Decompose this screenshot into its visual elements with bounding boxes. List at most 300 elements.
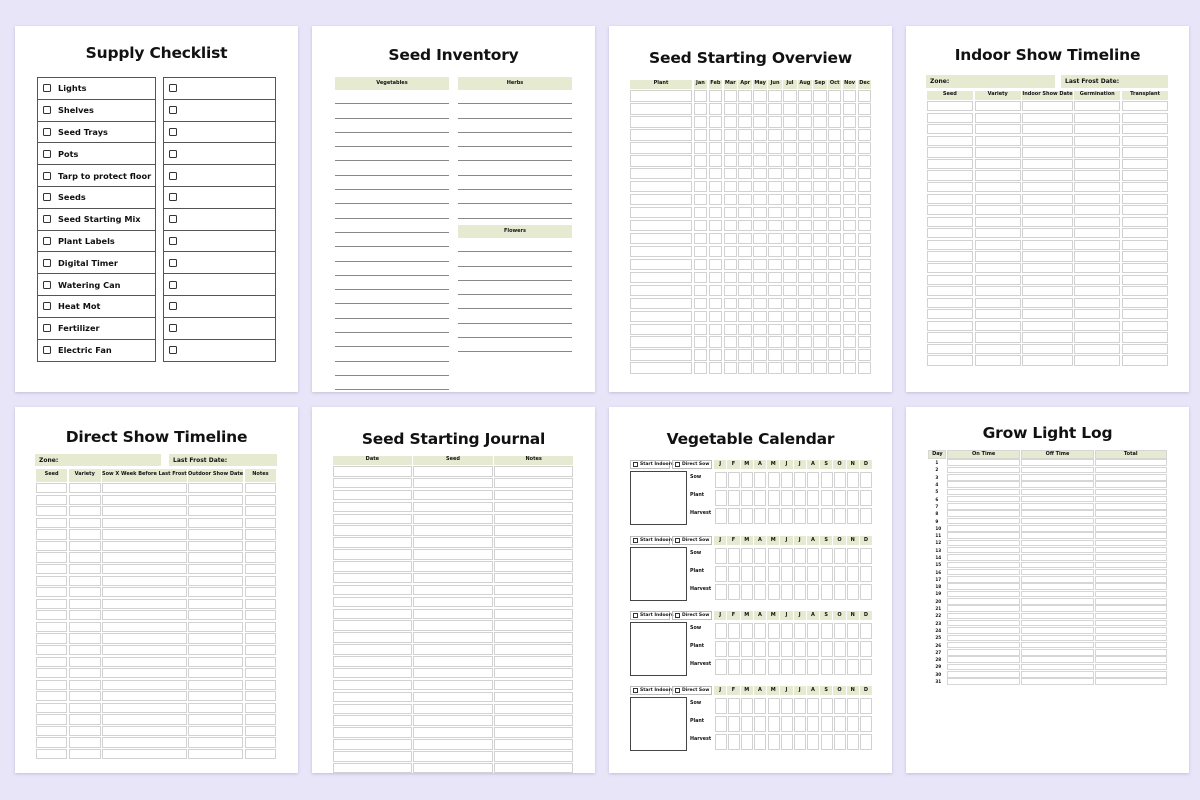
table-cell[interactable] xyxy=(1022,240,1072,250)
table-cell[interactable] xyxy=(724,181,738,193)
table-cell[interactable] xyxy=(709,349,723,361)
table-cell[interactable] xyxy=(709,285,723,297)
table-cell[interactable] xyxy=(724,207,738,219)
table-cell[interactable] xyxy=(843,155,857,167)
log-cell[interactable] xyxy=(1095,656,1167,663)
write-line[interactable] xyxy=(335,119,449,133)
table-cell[interactable] xyxy=(724,272,738,284)
checkbox[interactable] xyxy=(675,613,680,618)
table-cell[interactable] xyxy=(975,182,1021,192)
table-cell[interactable] xyxy=(828,349,842,361)
table-cell[interactable] xyxy=(927,194,973,204)
table-cell[interactable] xyxy=(413,549,492,560)
table-cell[interactable] xyxy=(630,181,693,193)
table-cell[interactable] xyxy=(69,703,101,713)
table-cell[interactable] xyxy=(188,703,243,713)
table-cell[interactable] xyxy=(798,116,812,128)
log-cell[interactable] xyxy=(1095,518,1167,525)
table-cell[interactable] xyxy=(738,272,752,284)
table-cell[interactable] xyxy=(927,332,973,342)
table-cell[interactable] xyxy=(1122,217,1168,227)
month-cell[interactable] xyxy=(860,734,872,751)
log-cell[interactable] xyxy=(1095,540,1167,547)
table-cell[interactable] xyxy=(1074,251,1120,261)
write-line[interactable] xyxy=(335,133,449,147)
table-cell[interactable] xyxy=(188,541,243,551)
month-cell[interactable] xyxy=(715,584,727,601)
table-cell[interactable] xyxy=(798,336,812,348)
checkbox[interactable] xyxy=(169,281,177,289)
month-cell[interactable] xyxy=(847,698,859,715)
month-cell[interactable] xyxy=(807,490,819,507)
month-cell[interactable] xyxy=(715,490,727,507)
table-cell[interactable] xyxy=(975,355,1021,365)
table-cell[interactable] xyxy=(858,324,872,336)
table-cell[interactable] xyxy=(828,233,842,245)
month-cell[interactable] xyxy=(834,472,846,489)
log-cell[interactable] xyxy=(1095,532,1167,539)
table-cell[interactable] xyxy=(738,362,752,374)
table-cell[interactable] xyxy=(813,103,827,115)
table-cell[interactable] xyxy=(975,170,1021,180)
table-cell[interactable] xyxy=(828,298,842,310)
table-cell[interactable] xyxy=(69,691,101,701)
table-cell[interactable] xyxy=(694,285,708,297)
table-cell[interactable] xyxy=(1022,332,1072,342)
month-cell[interactable] xyxy=(860,566,872,583)
table-cell[interactable] xyxy=(798,194,812,206)
table-cell[interactable] xyxy=(694,103,708,115)
table-cell[interactable] xyxy=(768,155,782,167)
month-cell[interactable] xyxy=(794,566,806,583)
table-cell[interactable] xyxy=(245,668,277,678)
month-cell[interactable] xyxy=(715,659,727,676)
table-cell[interactable] xyxy=(975,159,1021,169)
write-line[interactable] xyxy=(335,104,449,118)
log-cell[interactable] xyxy=(1021,583,1094,590)
month-cell[interactable] xyxy=(794,698,806,715)
month-cell[interactable] xyxy=(821,566,833,583)
month-cell[interactable] xyxy=(834,566,846,583)
table-cell[interactable] xyxy=(1022,298,1072,308)
table-cell[interactable] xyxy=(494,514,573,525)
table-cell[interactable] xyxy=(1122,321,1168,331)
table-cell[interactable] xyxy=(783,259,797,271)
table-cell[interactable] xyxy=(768,259,782,271)
table-cell[interactable] xyxy=(798,103,812,115)
table-cell[interactable] xyxy=(69,680,101,690)
month-cell[interactable] xyxy=(715,508,727,525)
log-cell[interactable] xyxy=(1095,649,1167,656)
table-cell[interactable] xyxy=(188,518,243,528)
table-cell[interactable] xyxy=(813,311,827,323)
month-cell[interactable] xyxy=(807,508,819,525)
table-cell[interactable] xyxy=(102,529,187,539)
month-cell[interactable] xyxy=(847,472,859,489)
table-cell[interactable] xyxy=(858,298,872,310)
table-cell[interactable] xyxy=(1074,275,1120,285)
log-cell[interactable] xyxy=(1021,678,1094,685)
month-cell[interactable] xyxy=(821,659,833,676)
checkbox[interactable] xyxy=(43,128,51,136)
write-line[interactable] xyxy=(458,147,572,161)
log-cell[interactable] xyxy=(947,474,1020,481)
table-cell[interactable] xyxy=(694,272,708,284)
log-cell[interactable] xyxy=(947,562,1020,569)
checkbox[interactable] xyxy=(43,172,51,180)
table-cell[interactable] xyxy=(36,599,68,609)
table-cell[interactable] xyxy=(1122,182,1168,192)
table-cell[interactable] xyxy=(333,763,412,774)
month-cell[interactable] xyxy=(807,698,819,715)
log-cell[interactable] xyxy=(947,481,1020,488)
table-cell[interactable] xyxy=(927,124,973,134)
log-cell[interactable] xyxy=(1095,605,1167,612)
log-cell[interactable] xyxy=(1095,613,1167,620)
month-cell[interactable] xyxy=(807,472,819,489)
table-cell[interactable] xyxy=(843,194,857,206)
log-cell[interactable] xyxy=(947,503,1020,510)
table-cell[interactable] xyxy=(927,147,973,157)
table-cell[interactable] xyxy=(494,680,573,691)
month-cell[interactable] xyxy=(821,641,833,658)
table-cell[interactable] xyxy=(975,113,1021,123)
month-cell[interactable] xyxy=(754,641,766,658)
table-cell[interactable] xyxy=(858,349,872,361)
table-cell[interactable] xyxy=(798,142,812,154)
write-line[interactable] xyxy=(335,147,449,161)
table-cell[interactable] xyxy=(724,362,738,374)
log-cell[interactable] xyxy=(1021,613,1094,620)
table-cell[interactable] xyxy=(36,506,68,516)
table-cell[interactable] xyxy=(858,362,872,374)
table-cell[interactable] xyxy=(333,751,412,762)
checkbox[interactable] xyxy=(675,688,680,693)
table-cell[interactable] xyxy=(102,483,187,493)
month-cell[interactable] xyxy=(860,659,872,676)
table-cell[interactable] xyxy=(709,103,723,115)
table-cell[interactable] xyxy=(738,336,752,348)
log-cell[interactable] xyxy=(947,459,1020,466)
month-cell[interactable] xyxy=(807,584,819,601)
table-cell[interactable] xyxy=(630,129,693,141)
table-cell[interactable] xyxy=(69,726,101,736)
table-cell[interactable] xyxy=(694,362,708,374)
table-cell[interactable] xyxy=(494,490,573,501)
table-cell[interactable] xyxy=(858,311,872,323)
table-cell[interactable] xyxy=(753,298,767,310)
table-cell[interactable] xyxy=(245,518,277,528)
month-cell[interactable] xyxy=(794,641,806,658)
table-cell[interactable] xyxy=(694,298,708,310)
table-cell[interactable] xyxy=(724,246,738,258)
table-cell[interactable] xyxy=(843,142,857,154)
table-cell[interactable] xyxy=(333,502,412,513)
table-cell[interactable] xyxy=(1022,355,1072,365)
month-cell[interactable] xyxy=(768,716,780,733)
month-cell[interactable] xyxy=(754,584,766,601)
table-cell[interactable] xyxy=(494,644,573,655)
table-cell[interactable] xyxy=(798,272,812,284)
table-cell[interactable] xyxy=(843,349,857,361)
table-cell[interactable] xyxy=(813,246,827,258)
table-cell[interactable] xyxy=(828,207,842,219)
month-cell[interactable] xyxy=(728,490,740,507)
table-cell[interactable] xyxy=(813,298,827,310)
log-cell[interactable] xyxy=(1021,518,1094,525)
table-cell[interactable] xyxy=(333,525,412,536)
table-cell[interactable] xyxy=(245,749,277,759)
table-cell[interactable] xyxy=(694,324,708,336)
table-cell[interactable] xyxy=(188,726,243,736)
vegetable-image-box[interactable] xyxy=(630,547,687,601)
table-cell[interactable] xyxy=(768,168,782,180)
log-cell[interactable] xyxy=(1021,532,1094,539)
table-cell[interactable] xyxy=(494,727,573,738)
table-cell[interactable] xyxy=(768,362,782,374)
table-cell[interactable] xyxy=(494,656,573,667)
table-cell[interactable] xyxy=(843,220,857,232)
table-cell[interactable] xyxy=(753,349,767,361)
table-cell[interactable] xyxy=(494,739,573,750)
table-cell[interactable] xyxy=(36,680,68,690)
month-cell[interactable] xyxy=(768,490,780,507)
write-line[interactable] xyxy=(335,333,449,347)
table-cell[interactable] xyxy=(927,101,973,111)
month-cell[interactable] xyxy=(860,698,872,715)
month-cell[interactable] xyxy=(741,566,753,583)
month-cell[interactable] xyxy=(715,716,727,733)
month-cell[interactable] xyxy=(794,584,806,601)
table-cell[interactable] xyxy=(69,576,101,586)
table-cell[interactable] xyxy=(975,205,1021,215)
table-cell[interactable] xyxy=(1074,170,1120,180)
table-cell[interactable] xyxy=(738,298,752,310)
table-cell[interactable] xyxy=(927,113,973,123)
table-cell[interactable] xyxy=(768,142,782,154)
table-cell[interactable] xyxy=(630,285,693,297)
table-cell[interactable] xyxy=(813,194,827,206)
table-cell[interactable] xyxy=(768,181,782,193)
table-cell[interactable] xyxy=(245,552,277,562)
month-cell[interactable] xyxy=(821,698,833,715)
write-line[interactable] xyxy=(335,219,449,233)
table-cell[interactable] xyxy=(738,142,752,154)
table-cell[interactable] xyxy=(768,194,782,206)
table-cell[interactable] xyxy=(333,739,412,750)
log-cell[interactable] xyxy=(1095,525,1167,532)
month-cell[interactable] xyxy=(860,490,872,507)
table-cell[interactable] xyxy=(843,324,857,336)
zone-field[interactable]: Zone: xyxy=(926,75,1055,88)
table-cell[interactable] xyxy=(738,220,752,232)
month-cell[interactable] xyxy=(847,623,859,640)
month-cell[interactable] xyxy=(834,641,846,658)
table-cell[interactable] xyxy=(36,564,68,574)
table-cell[interactable] xyxy=(753,116,767,128)
table-cell[interactable] xyxy=(738,233,752,245)
table-cell[interactable] xyxy=(245,622,277,632)
table-cell[interactable] xyxy=(828,272,842,284)
month-cell[interactable] xyxy=(834,698,846,715)
table-cell[interactable] xyxy=(768,272,782,284)
checkbox[interactable] xyxy=(633,613,638,618)
vegetable-image-box[interactable] xyxy=(630,697,687,751)
log-cell[interactable] xyxy=(947,496,1020,503)
month-cell[interactable] xyxy=(834,584,846,601)
table-cell[interactable] xyxy=(494,704,573,715)
table-cell[interactable] xyxy=(783,181,797,193)
log-cell[interactable] xyxy=(1021,459,1094,466)
table-cell[interactable] xyxy=(1122,228,1168,238)
last-frost-field[interactable]: Last Frost Date: xyxy=(1061,75,1168,88)
log-cell[interactable] xyxy=(1095,620,1167,627)
table-cell[interactable] xyxy=(738,349,752,361)
month-cell[interactable] xyxy=(807,566,819,583)
table-cell[interactable] xyxy=(927,205,973,215)
log-cell[interactable] xyxy=(1021,562,1094,569)
table-cell[interactable] xyxy=(927,286,973,296)
table-cell[interactable] xyxy=(413,644,492,655)
table-cell[interactable] xyxy=(768,285,782,297)
table-cell[interactable] xyxy=(69,541,101,551)
table-cell[interactable] xyxy=(694,311,708,323)
table-cell[interactable] xyxy=(333,597,412,608)
checkbox[interactable] xyxy=(169,128,177,136)
table-cell[interactable] xyxy=(753,259,767,271)
month-cell[interactable] xyxy=(715,698,727,715)
log-cell[interactable] xyxy=(947,583,1020,590)
table-cell[interactable] xyxy=(188,506,243,516)
direct-sow-checkbox[interactable] xyxy=(672,686,712,695)
table-cell[interactable] xyxy=(630,272,693,284)
table-cell[interactable] xyxy=(798,349,812,361)
table-cell[interactable] xyxy=(102,495,187,505)
table-cell[interactable] xyxy=(724,142,738,154)
table-cell[interactable] xyxy=(843,298,857,310)
table-cell[interactable] xyxy=(413,573,492,584)
table-cell[interactable] xyxy=(102,622,187,632)
table-cell[interactable] xyxy=(36,657,68,667)
write-line[interactable] xyxy=(335,190,449,204)
table-cell[interactable] xyxy=(1122,147,1168,157)
month-cell[interactable] xyxy=(781,508,793,525)
table-cell[interactable] xyxy=(858,207,872,219)
table-cell[interactable] xyxy=(188,495,243,505)
month-cell[interactable] xyxy=(807,734,819,751)
table-cell[interactable] xyxy=(768,90,782,102)
table-cell[interactable] xyxy=(245,541,277,551)
write-line[interactable] xyxy=(458,267,572,281)
table-cell[interactable] xyxy=(709,298,723,310)
table-cell[interactable] xyxy=(1022,263,1072,273)
checkbox[interactable] xyxy=(43,237,51,245)
table-cell[interactable] xyxy=(36,633,68,643)
table-cell[interactable] xyxy=(1022,205,1072,215)
log-cell[interactable] xyxy=(1021,642,1094,649)
table-cell[interactable] xyxy=(102,518,187,528)
table-cell[interactable] xyxy=(927,217,973,227)
table-cell[interactable] xyxy=(724,349,738,361)
table-cell[interactable] xyxy=(709,142,723,154)
table-cell[interactable] xyxy=(724,311,738,323)
table-cell[interactable] xyxy=(494,525,573,536)
log-cell[interactable] xyxy=(1021,671,1094,678)
table-cell[interactable] xyxy=(188,622,243,632)
table-cell[interactable] xyxy=(927,275,973,285)
month-cell[interactable] xyxy=(728,623,740,640)
table-cell[interactable] xyxy=(1122,194,1168,204)
log-cell[interactable] xyxy=(1021,656,1094,663)
table-cell[interactable] xyxy=(783,103,797,115)
table-cell[interactable] xyxy=(333,715,412,726)
direct-sow-checkbox[interactable] xyxy=(672,611,712,620)
table-cell[interactable] xyxy=(1074,124,1120,134)
table-cell[interactable] xyxy=(738,90,752,102)
table-cell[interactable] xyxy=(1074,344,1120,354)
table-cell[interactable] xyxy=(36,726,68,736)
table-cell[interactable] xyxy=(69,714,101,724)
log-cell[interactable] xyxy=(1095,664,1167,671)
table-cell[interactable] xyxy=(753,246,767,258)
checkbox[interactable] xyxy=(169,346,177,354)
table-cell[interactable] xyxy=(828,220,842,232)
table-cell[interactable] xyxy=(494,620,573,631)
table-cell[interactable] xyxy=(783,311,797,323)
table-cell[interactable] xyxy=(783,90,797,102)
table-cell[interactable] xyxy=(858,168,872,180)
table-cell[interactable] xyxy=(630,259,693,271)
checkbox[interactable] xyxy=(169,193,177,201)
table-cell[interactable] xyxy=(798,311,812,323)
table-cell[interactable] xyxy=(102,587,187,597)
table-cell[interactable] xyxy=(783,194,797,206)
table-cell[interactable] xyxy=(188,668,243,678)
table-cell[interactable] xyxy=(333,585,412,596)
table-cell[interactable] xyxy=(724,285,738,297)
table-cell[interactable] xyxy=(738,116,752,128)
table-cell[interactable] xyxy=(69,610,101,620)
table-cell[interactable] xyxy=(798,233,812,245)
table-cell[interactable] xyxy=(102,726,187,736)
write-line[interactable] xyxy=(458,309,572,323)
month-cell[interactable] xyxy=(807,659,819,676)
table-cell[interactable] xyxy=(709,233,723,245)
table-cell[interactable] xyxy=(694,181,708,193)
log-cell[interactable] xyxy=(1021,503,1094,510)
month-cell[interactable] xyxy=(860,716,872,733)
direct-sow-checkbox[interactable] xyxy=(672,460,712,469)
table-cell[interactable] xyxy=(783,207,797,219)
table-cell[interactable] xyxy=(102,645,187,655)
table-cell[interactable] xyxy=(333,561,412,572)
table-cell[interactable] xyxy=(494,763,573,774)
checkbox[interactable] xyxy=(43,346,51,354)
table-cell[interactable] xyxy=(858,181,872,193)
month-cell[interactable] xyxy=(754,716,766,733)
write-line[interactable] xyxy=(458,238,572,252)
table-cell[interactable] xyxy=(245,495,277,505)
table-cell[interactable] xyxy=(245,714,277,724)
table-cell[interactable] xyxy=(1022,275,1072,285)
table-cell[interactable] xyxy=(36,552,68,562)
write-line[interactable] xyxy=(335,233,449,247)
table-cell[interactable] xyxy=(798,207,812,219)
month-cell[interactable] xyxy=(821,490,833,507)
table-cell[interactable] xyxy=(1074,147,1120,157)
table-cell[interactable] xyxy=(333,490,412,501)
table-cell[interactable] xyxy=(694,336,708,348)
